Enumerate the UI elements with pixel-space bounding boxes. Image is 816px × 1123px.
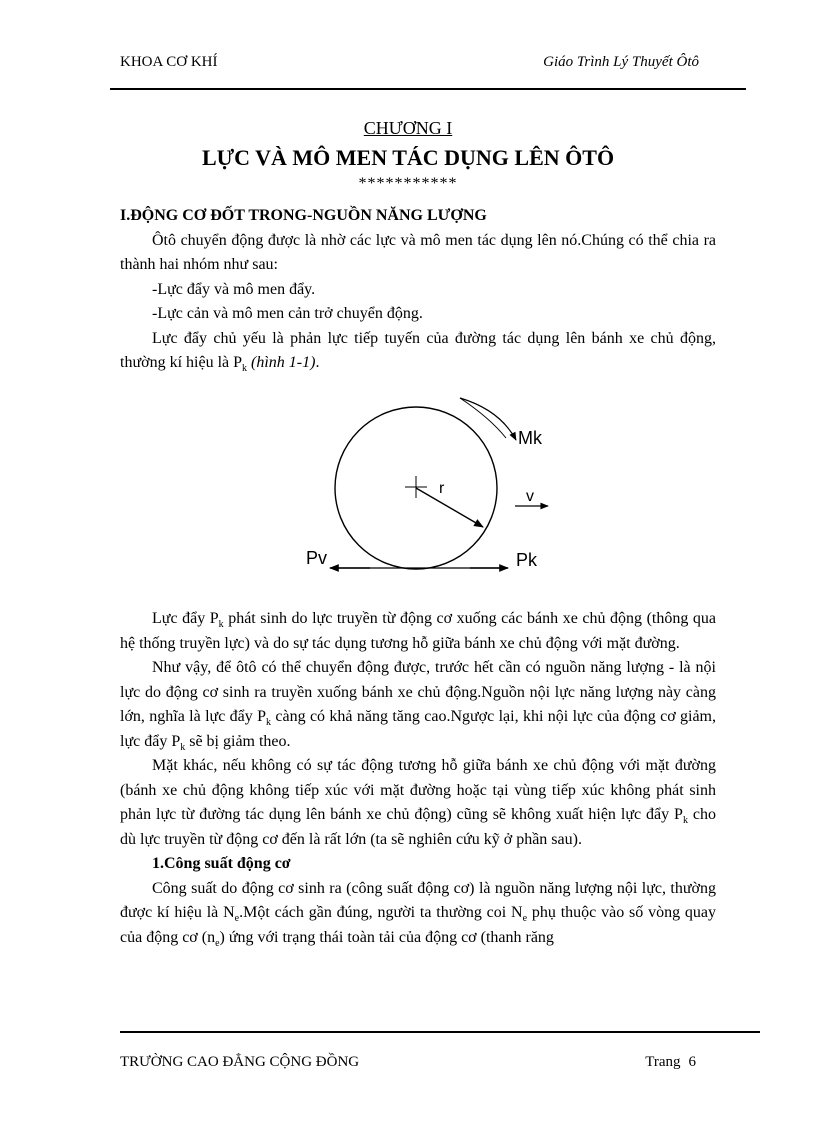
radius-arrow [416,488,483,527]
figure-reference: (hình 1-1) [251,354,316,371]
text: Lực đẩy chủ yếu là phản lực tiếp tuyến của đường tác dụng lên bánh xe chủ động, thường kí hiệu là P [120,329,716,371]
paragraph: Như vậy, để ôtô có thể chuyển động được, trước hết cần có nguồn năng lượng - là nội lực do động cơ sinh ra truyền xuống bánh xe chủ động.Nguồn nội lực năng lượng này càng lớn, nghĩa là lực đẩy $P_k$ càng có khả năng tăng cao.Ngược lại, khi nội lực của động cơ giảm, lực đẩy $P_k$ sẽ bị giảm theo. [120,659,717,753]
header-right: Giáo Trình Lý Thuyết Ôtô [543,54,699,70]
paragraph: Lực đẩy chủ yếu là phản lực tiếp tuyến của đường tác dụng lên bánh xe chủ động, thường kí hiệu là $P_k$ (hình 1-1). [120,329,716,375]
page-label: Trang [645,1054,681,1070]
header-divider [110,88,746,90]
list-item: -Lực cản và mô men cản trở chuyển động. [152,305,423,322]
chapter-title: LỰC VÀ MÔ MEN TÁC DỤNG LÊN ÔTÔ [201,145,615,170]
footer-school: TRƯỜNG CAO ĐẲNG CỘNG ĐỒNG [120,1054,360,1070]
title-separator: *********** [358,175,458,192]
paragraph: Mặt khác, nếu không có sự tác động tương hỗ giữa bánh xe chủ động với mặt đường (bánh xe chủ động không tiếp xúc với mặt đường hoặc tại vùng tiếp xúc không phát sinh phản lực từ đường tác dụng lên bánh xe chủ động) cũng sẽ không xuất hiện lực đẩy $P_k$ cho dù lực truyền từ động cơ đến là rất lớn (ta sẽ nghiên cứu kỹ ở phần sau). [120,757,717,848]
paragraph: Lực đẩy $P_k$ phát sinh do lực truyền từ động cơ xuống các bánh xe chủ động (thông qua hệ thống truyền lực) và do sự tác dụng tương hỗ giữa bánh xe chủ động với mặt đường. [120,610,716,652]
subsection-heading: 1.Công suất động cơ [152,855,291,872]
header-left: KHOA CƠ KHÍ [120,54,218,70]
section-intro [120,204,716,376]
label-v: v [526,488,534,505]
paragraph: Công suất do động cơ sinh ra (công suất động cơ) là nguồn năng lượng nội lực, thường được kí hiệu là $N_e.Một$ cách gần đúng, người ta thường coi $N_e$ phụ thuộc vào số vòng quay của động cơ $(n_e)$ ứng với trạng thái toàn tải của động cơ (thanh răng [120,879,717,949]
paragraph: Ôtô chuyển động được là nhờ các lực và mô men tác dụng lên nó.Chúng có thể chia ra thành hai nhóm như sau: [120,231,716,273]
list-item: -Lực đẩy và mô men đẩy. [152,280,316,298]
section-body [120,607,716,950]
wheel-force-diagram [290,388,580,588]
label-r: r [439,480,445,497]
label-pk: Pk [516,550,538,570]
footer-divider [120,1031,760,1033]
label-mk: Mk [518,428,542,448]
subscript: k [242,363,248,375]
label-pv: Pv [306,548,328,568]
page-number: 6 [688,1054,696,1070]
section-heading: I.ĐỘNG CƠ ĐỐT TRONG-NGUỒN NĂNG LƯỢNG [120,207,487,224]
chapter-label: CHƯƠNG I [363,118,453,138]
footer-page [637,1054,696,1071]
